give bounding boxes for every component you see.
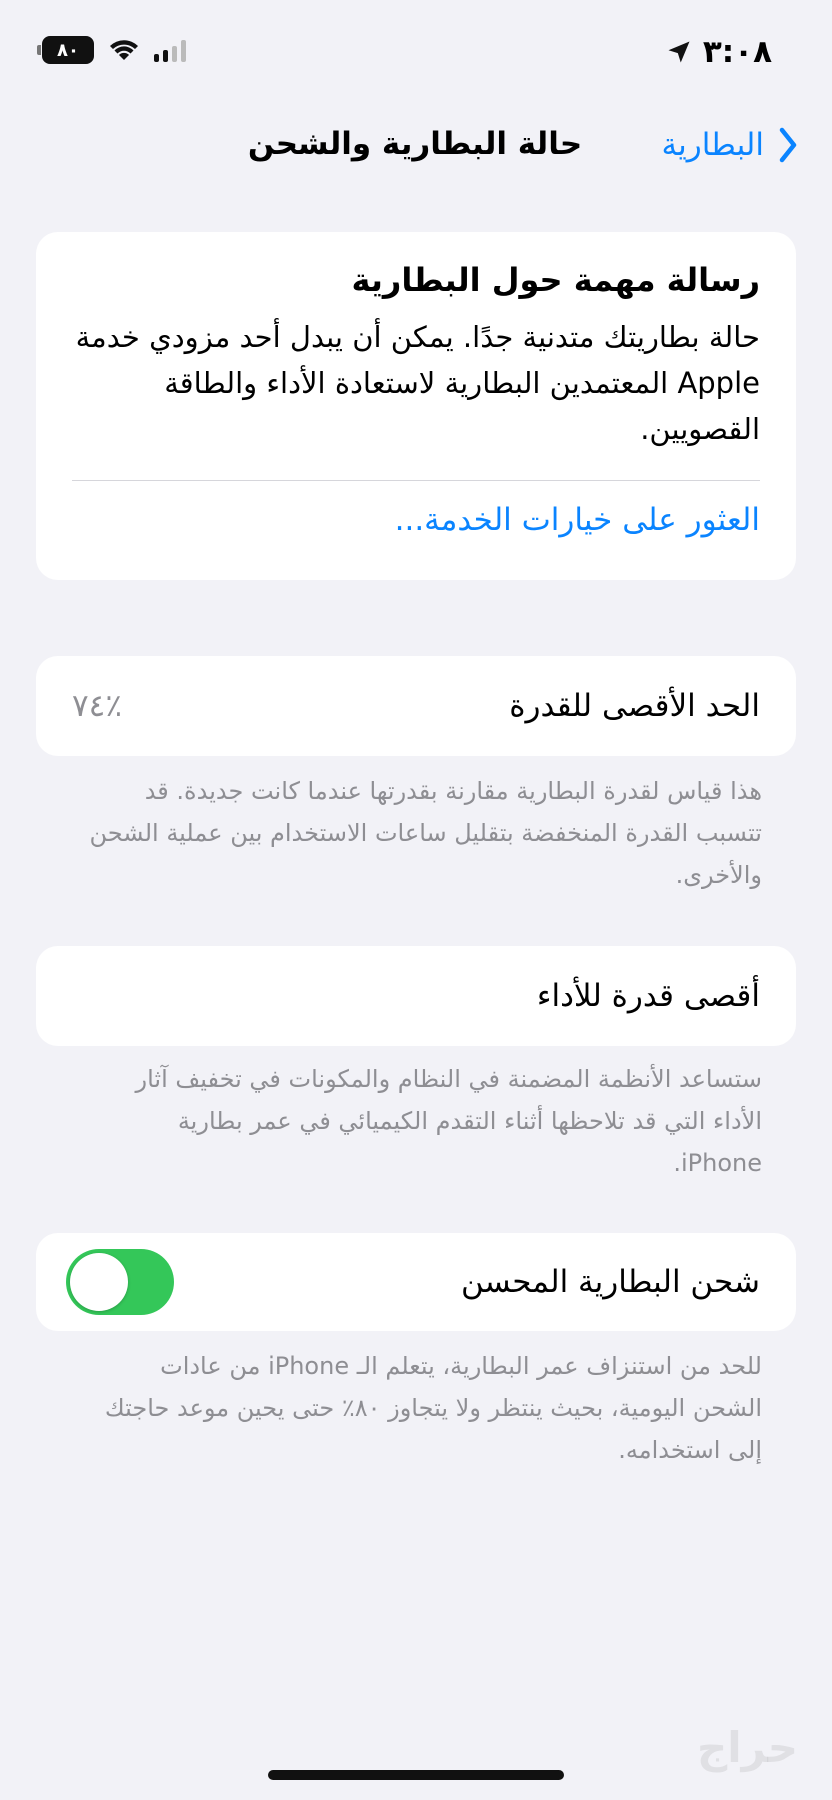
battery-icon	[42, 36, 94, 64]
status-bar	[0, 0, 832, 100]
battery-percentage: ٨٠	[57, 39, 79, 61]
peak-performance-description: ستساعد الأنظمة المضمنة في النظام والمكونات في تخفيف آثار الأداء التي قد تلاحظها أثناء التقدم الكيميائي في عمر بطارية iPhone.	[135, 1065, 762, 1177]
navigation-bar	[0, 118, 832, 178]
wifi-icon	[108, 38, 140, 62]
status-icons-group	[42, 36, 186, 64]
toggle-knob	[70, 1253, 128, 1311]
maximum-capacity-row	[36, 656, 796, 756]
find-service-options-link[interactable]: العثور على خيارات الخدمة...	[394, 502, 760, 538]
status-time: ٣:٠٨	[702, 34, 772, 70]
back-button-label: البطارية	[661, 127, 764, 163]
optimized-charging-label: شحن البطارية المحسن	[460, 1264, 760, 1300]
page-title: حالة البطارية والشحن	[247, 126, 583, 162]
maximum-capacity-description: هذا قياس لقدرة البطارية مقارنة بقدرتها عندما كانت جديدة. قد تتسبب القدرة المنخفضة بتقليل ساعات الاستخدام بين عملية الشحن والأخرى.	[89, 777, 762, 889]
important-message-body: حالة بطاريتك متدنية جدًا. يمكن أن يبدل أحد مزودي خدمة Apple المعتمدين البطارية لاستعادة الأداء والطاقة القصويين.	[75, 320, 760, 446]
optimized-charging-row	[36, 1233, 796, 1331]
home-indicator[interactable]	[268, 1770, 564, 1780]
optimized-charging-toggle[interactable]	[66, 1249, 174, 1315]
important-battery-message-card	[36, 232, 796, 580]
signal-icon	[154, 38, 186, 62]
maximum-capacity-value: ٪٧٤	[72, 688, 122, 724]
peak-performance-row	[36, 946, 796, 1046]
peak-performance-label: أقصى قدرة للأداء	[536, 978, 760, 1014]
card-divider	[72, 480, 760, 481]
important-message-title: رسالة مهمة حول البطارية	[351, 261, 760, 299]
location-arrow-icon	[665, 38, 693, 66]
watermark-logo: حراج	[696, 1723, 798, 1772]
maximum-capacity-label: الحد الأقصى للقدرة	[509, 688, 760, 724]
optimized-charging-description: للحد من استنزاف عمر البطارية، يتعلم الـ iPhone من عادات الشحن اليومية، بحيث ينتظر ولا يتجاوز ٨٠٪ حتى يحين موعد حاجتك إلى استخدامه.	[104, 1352, 762, 1464]
time-group	[665, 34, 772, 70]
